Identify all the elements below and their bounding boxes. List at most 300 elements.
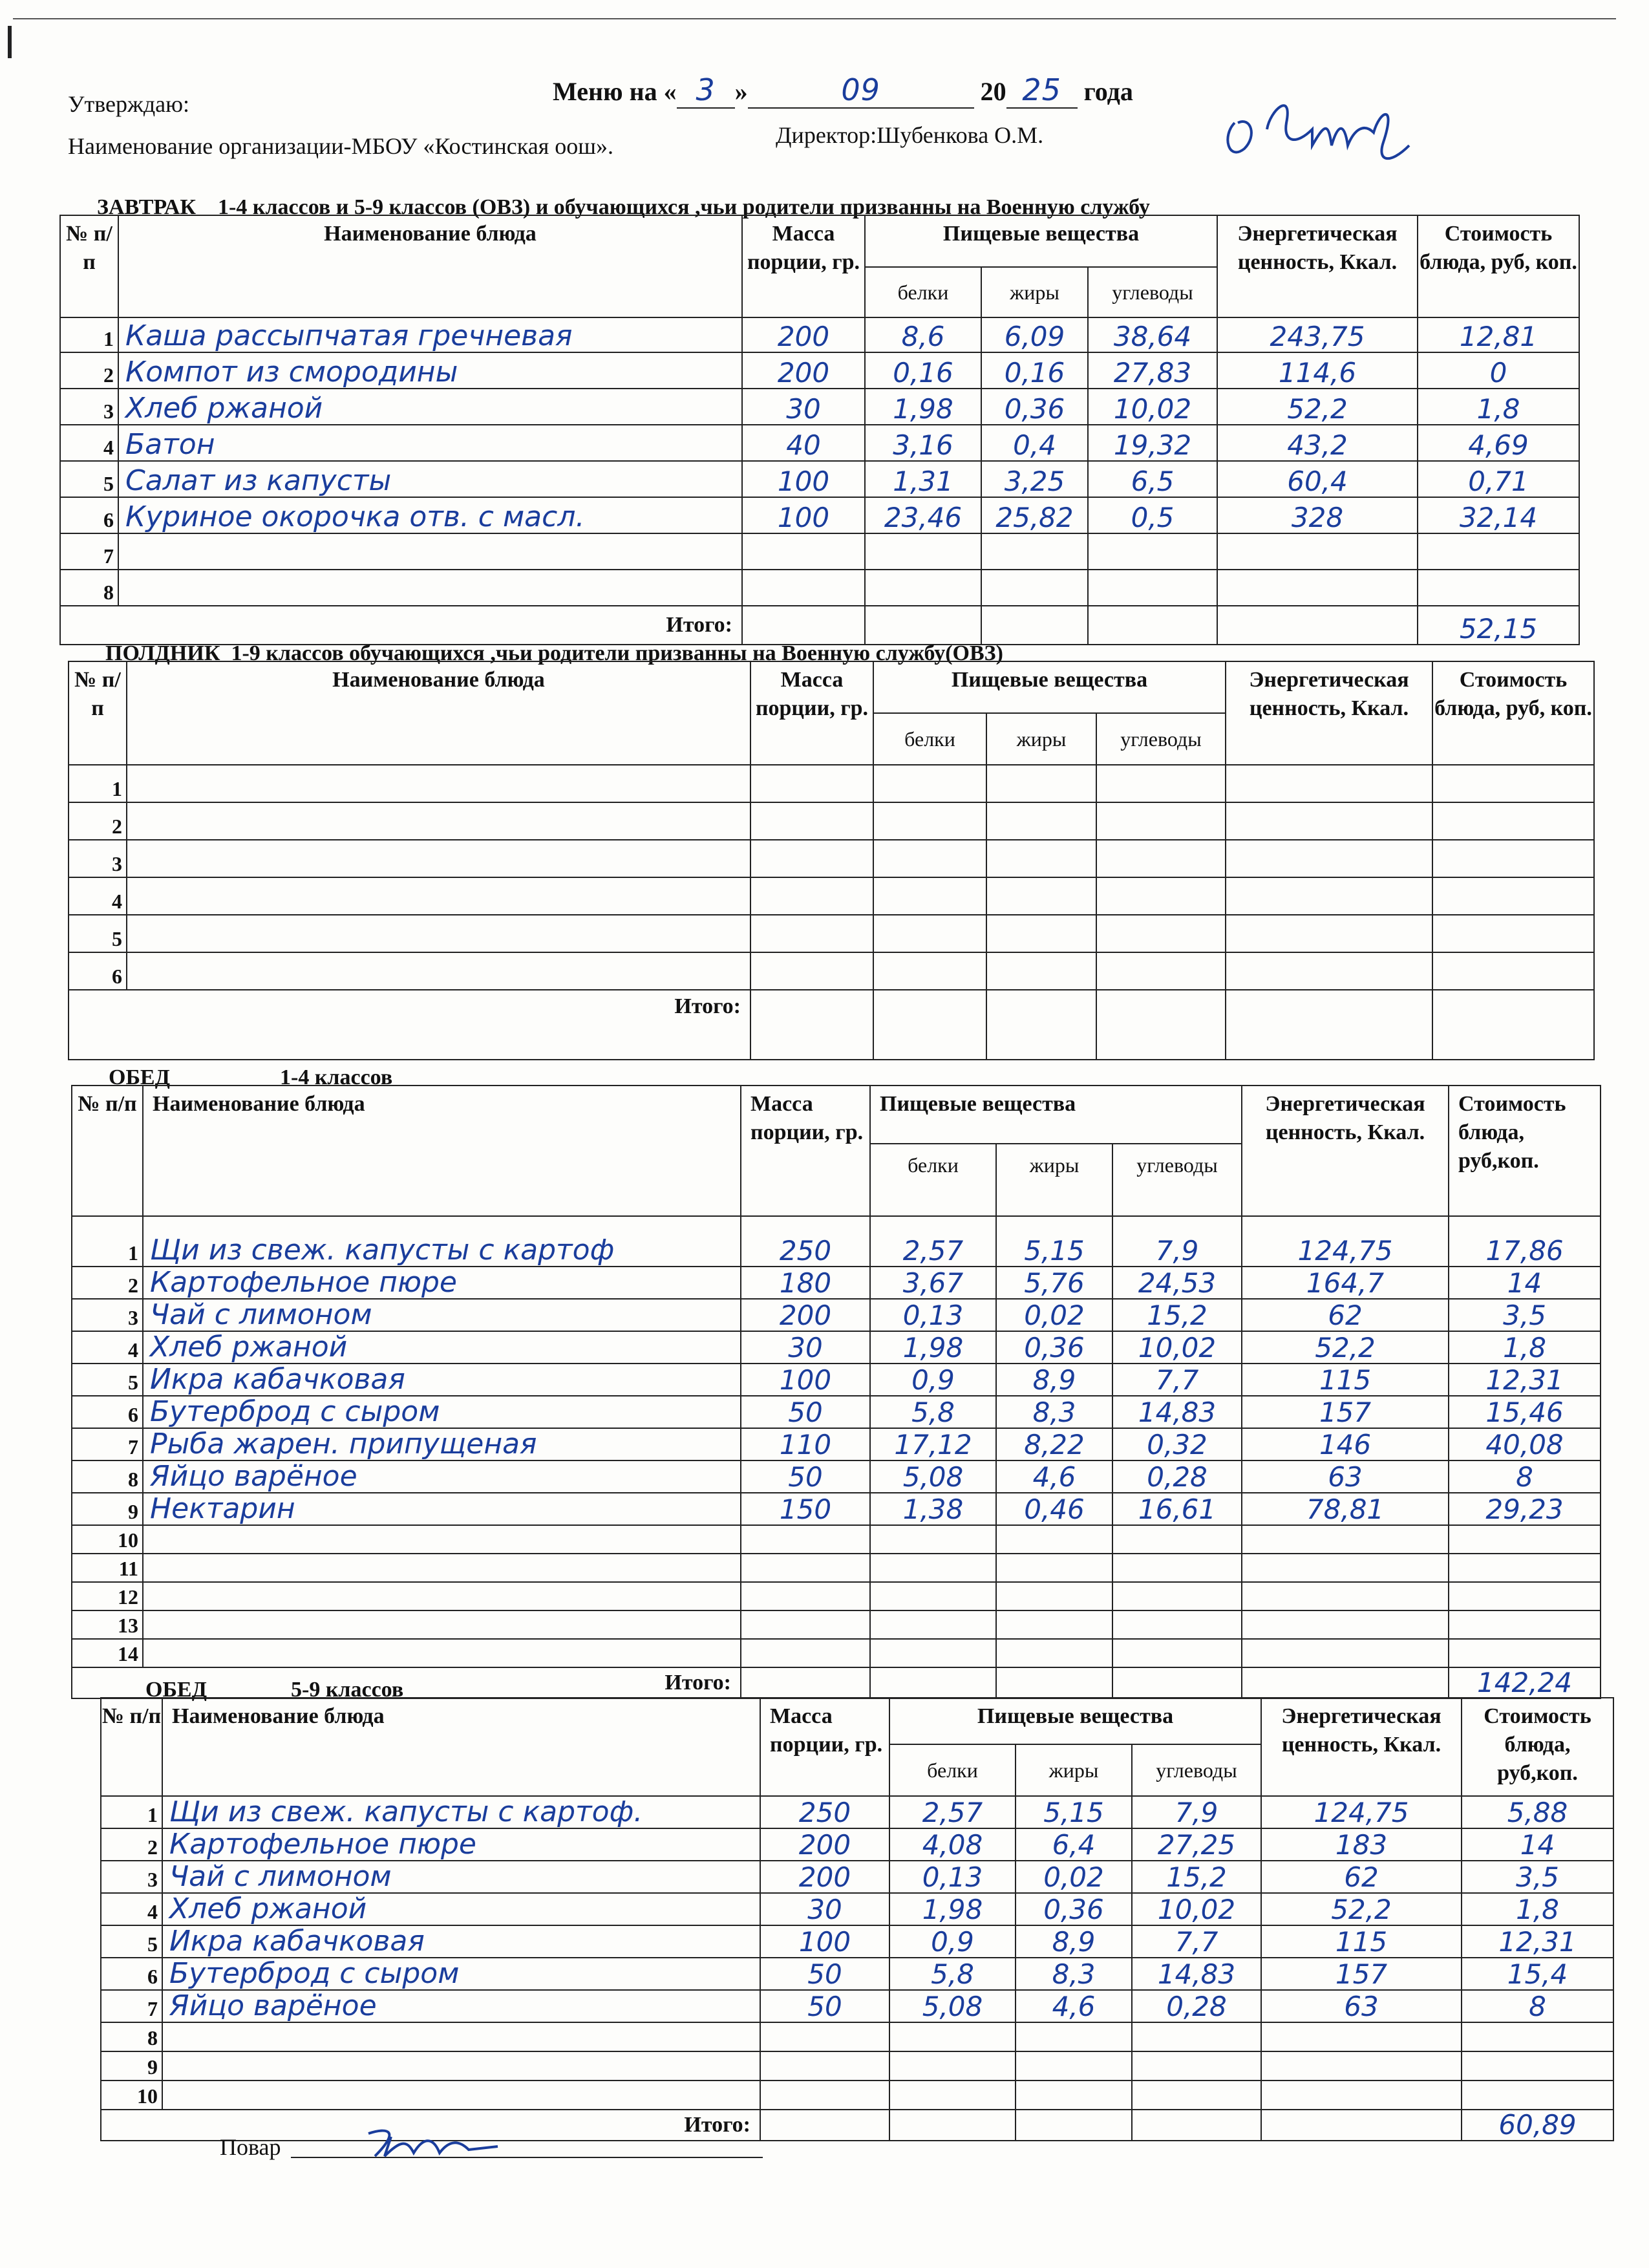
portion-mass: 100 xyxy=(742,461,865,497)
empty-cell xyxy=(1226,990,1432,1060)
energy-value xyxy=(1217,533,1418,570)
col-energy-header: Энергетическая ценность, Ккал. xyxy=(1242,1086,1449,1216)
col-protein-header: белки xyxy=(889,1744,1016,1796)
fat-value: 6,4 xyxy=(1016,1828,1132,1861)
portion-mass: 50 xyxy=(760,1990,889,2022)
lunch59-row xyxy=(101,1796,1613,1828)
carbs-value: 10,02 xyxy=(1112,1331,1242,1364)
protein-value: 0,16 xyxy=(865,352,981,389)
dish-name: Картофельное пюре xyxy=(143,1267,741,1299)
energy-value: 115 xyxy=(1261,1925,1462,1958)
row-number: 8 xyxy=(60,570,118,606)
lunch14-row xyxy=(72,1554,1601,1582)
carbs-value xyxy=(1096,915,1226,952)
cost-value: 0 xyxy=(1418,352,1579,389)
portion-mass xyxy=(741,1639,870,1667)
portion-mass xyxy=(750,952,873,990)
protein-value xyxy=(870,1554,996,1582)
portion-mass xyxy=(750,765,873,802)
col-energy-header: Энергетическая ценность, Ккал. xyxy=(1217,215,1418,317)
col-no-header: № п/п xyxy=(60,215,118,317)
row-number: 6 xyxy=(69,952,127,990)
carbs-value xyxy=(1112,1554,1242,1582)
cost-value xyxy=(1449,1582,1601,1610)
row-number: 9 xyxy=(101,2051,162,2081)
breakfast-title: ЗАВТРАК xyxy=(97,195,197,219)
dish-name: Компот из смородины xyxy=(118,352,742,389)
scan-top-edge xyxy=(13,18,1616,19)
carbs-value: 19,32 xyxy=(1088,425,1217,461)
fat-value xyxy=(986,877,1096,915)
row-number: 5 xyxy=(69,915,127,952)
lunch14-row xyxy=(72,1299,1601,1331)
menu-month: 09 xyxy=(748,72,974,109)
snack-total-label: Итого: xyxy=(69,990,750,1060)
portion-mass xyxy=(742,533,865,570)
energy-value xyxy=(1226,802,1432,840)
snack-row xyxy=(69,802,1594,840)
fat-value: 25,82 xyxy=(981,497,1088,533)
lunch14-title: ОБЕД xyxy=(109,1065,170,1089)
energy-value xyxy=(1242,1554,1449,1582)
carbs-value: 16,61 xyxy=(1112,1493,1242,1525)
lunch14-subtitle: 1-4 классов xyxy=(280,1065,393,1089)
energy-value: 183 xyxy=(1261,1828,1462,1861)
carbs-value xyxy=(1112,1610,1242,1639)
cost-value xyxy=(1432,877,1594,915)
fat-value: 4,6 xyxy=(996,1460,1112,1493)
col-mass-header: Масса порции, гр. xyxy=(760,1698,889,1796)
cost-value: 5,88 xyxy=(1462,1796,1613,1828)
lunch59-row xyxy=(101,1828,1613,1861)
carbs-value xyxy=(1096,765,1226,802)
cost-value: 12,31 xyxy=(1449,1364,1601,1396)
cost-value xyxy=(1418,533,1579,570)
col-energy-header: Энергетическая ценность, Ккал. xyxy=(1261,1698,1462,1796)
fat-value xyxy=(996,1582,1112,1610)
carbs-value xyxy=(1096,952,1226,990)
cost-value xyxy=(1432,802,1594,840)
cost-value: 1,8 xyxy=(1462,1893,1613,1925)
energy-value: 52,2 xyxy=(1217,389,1418,425)
fat-value: 0,36 xyxy=(1016,1893,1132,1925)
col-name-header: Наименование блюда xyxy=(118,215,742,317)
lunch59-row xyxy=(101,1893,1613,1925)
portion-mass xyxy=(741,1554,870,1582)
dish-name: Хлеб ржаной xyxy=(143,1331,741,1364)
row-number: 2 xyxy=(60,352,118,389)
organization-label: Наименование организации-МБОУ «Костинская оош». xyxy=(68,133,613,159)
energy-value: 43,2 xyxy=(1217,425,1418,461)
portion-mass xyxy=(741,1610,870,1639)
portion-mass: 250 xyxy=(760,1796,889,1828)
protein-value xyxy=(865,570,981,606)
cook-label: Повар xyxy=(220,2134,281,2160)
col-nutrients-header: Пищевые вещества xyxy=(865,215,1217,267)
energy-value: 157 xyxy=(1242,1396,1449,1428)
empty-cell xyxy=(741,1667,870,1698)
protein-value: 17,12 xyxy=(870,1428,996,1460)
protein-value: 1,98 xyxy=(865,389,981,425)
col-fat-header: жиры xyxy=(996,1144,1112,1216)
lunch14-total-value: 142,24 xyxy=(1449,1667,1601,1698)
breakfast-row xyxy=(60,352,1579,389)
cost-value xyxy=(1449,1525,1601,1554)
row-number: 1 xyxy=(101,1796,162,1828)
energy-value xyxy=(1217,570,1418,606)
fat-value: 8,9 xyxy=(1016,1925,1132,1958)
carbs-value: 14,83 xyxy=(1132,1958,1261,1990)
row-number: 7 xyxy=(72,1428,143,1460)
cost-value: 12,31 xyxy=(1462,1925,1613,1958)
col-carbs-header: углеводы xyxy=(1112,1144,1242,1216)
dish-name xyxy=(162,2022,760,2051)
fat-value: 8,22 xyxy=(996,1428,1112,1460)
energy-value xyxy=(1261,2051,1462,2081)
lunch59-row xyxy=(101,1958,1613,1990)
cost-value xyxy=(1462,2051,1613,2081)
protein-value: 1,98 xyxy=(870,1331,996,1364)
dish-name: Куриное окорочка отв. с масл. xyxy=(118,497,742,533)
lunch59-row xyxy=(101,2081,1613,2110)
lunch59-subtitle: 5-9 классов xyxy=(291,1678,404,1702)
menu-mid: » xyxy=(734,77,748,106)
cost-value xyxy=(1449,1639,1601,1667)
energy-value: 63 xyxy=(1242,1460,1449,1493)
portion-mass: 200 xyxy=(742,317,865,352)
fat-value xyxy=(996,1610,1112,1639)
cost-value: 14 xyxy=(1462,1828,1613,1861)
portion-mass: 100 xyxy=(741,1364,870,1396)
col-carbs-header: углеводы xyxy=(1132,1744,1261,1796)
col-protein-header: белки xyxy=(870,1144,996,1216)
protein-value xyxy=(873,840,986,877)
energy-value: 63 xyxy=(1261,1990,1462,2022)
cost-value: 1,8 xyxy=(1418,389,1579,425)
fat-value xyxy=(1016,2051,1132,2081)
menu-title xyxy=(553,72,1133,109)
energy-value xyxy=(1226,915,1432,952)
energy-value xyxy=(1242,1582,1449,1610)
energy-value xyxy=(1261,2081,1462,2110)
dish-name: Хлеб ржаной xyxy=(118,389,742,425)
portion-mass: 180 xyxy=(741,1267,870,1299)
snack-total-value xyxy=(1432,990,1594,1060)
col-protein-header: белки xyxy=(873,713,986,765)
cost-value: 12,81 xyxy=(1418,317,1579,352)
protein-value xyxy=(870,1525,996,1554)
portion-mass xyxy=(750,840,873,877)
cost-value: 17,86 xyxy=(1449,1216,1601,1267)
cost-value: 40,08 xyxy=(1449,1428,1601,1460)
lunch59-total-label: Итого: xyxy=(101,2110,760,2141)
protein-value xyxy=(873,915,986,952)
breakfast-row xyxy=(60,461,1579,497)
col-fat-header: жиры xyxy=(986,713,1096,765)
snack-row xyxy=(69,765,1594,802)
protein-value: 0,13 xyxy=(889,1861,1016,1893)
energy-value: 124,75 xyxy=(1261,1796,1462,1828)
lunch14-row xyxy=(72,1493,1601,1525)
protein-value: 2,57 xyxy=(870,1216,996,1267)
fat-value xyxy=(1016,2022,1132,2051)
fat-value xyxy=(986,840,1096,877)
protein-value: 1,38 xyxy=(870,1493,996,1525)
carbs-value: 7,7 xyxy=(1132,1925,1261,1958)
snack-row xyxy=(69,877,1594,915)
cost-value xyxy=(1432,765,1594,802)
portion-mass: 150 xyxy=(741,1493,870,1525)
dish-name: Салат из капусты xyxy=(118,461,742,497)
cost-value: 0,71 xyxy=(1418,461,1579,497)
portion-mass: 30 xyxy=(760,1893,889,1925)
protein-value: 4,08 xyxy=(889,1828,1016,1861)
cost-value xyxy=(1432,952,1594,990)
dish-name: Батон xyxy=(118,425,742,461)
snack-subtitle: 1-9 классов обучающихся ,чьи родители призванны на Военную службу(ОВЗ) xyxy=(231,641,1003,665)
energy-value: 78,81 xyxy=(1242,1493,1449,1525)
col-nutrients-header: Пищевые вещества xyxy=(889,1698,1261,1744)
fat-value xyxy=(996,1525,1112,1554)
protein-value: 0,13 xyxy=(870,1299,996,1331)
breakfast-table xyxy=(59,215,1580,645)
snack-title: ПОЛДНИК xyxy=(105,641,220,665)
cost-value: 32,14 xyxy=(1418,497,1579,533)
carbs-value xyxy=(1112,1639,1242,1667)
breakfast-row xyxy=(60,389,1579,425)
col-name-header: Наименование блюда xyxy=(143,1086,741,1216)
energy-value: 124,75 xyxy=(1242,1216,1449,1267)
energy-value: 243,75 xyxy=(1217,317,1418,352)
dish-name: Картофельное пюре xyxy=(162,1828,760,1861)
carbs-value: 27,83 xyxy=(1088,352,1217,389)
protein-value: 8,6 xyxy=(865,317,981,352)
carbs-value: 0,28 xyxy=(1112,1460,1242,1493)
col-cost-header: Стоимость блюда, руб,коп. xyxy=(1449,1086,1601,1216)
empty-cell xyxy=(996,1667,1112,1698)
director-signature xyxy=(1215,84,1448,168)
lunch14-row xyxy=(72,1525,1601,1554)
approve-label: Утверждаю: xyxy=(68,91,190,117)
col-carbs-header: углеводы xyxy=(1096,713,1226,765)
col-protein-header: белки xyxy=(865,267,981,317)
dish-name xyxy=(162,2051,760,2081)
col-carbs-header: углеводы xyxy=(1088,267,1217,317)
cost-value xyxy=(1432,840,1594,877)
dish-name: Чай с лимоном xyxy=(143,1299,741,1331)
cost-value: 4,69 xyxy=(1418,425,1579,461)
portion-mass xyxy=(760,2081,889,2110)
dish-name: Щи из свеж. капусты с картоф. xyxy=(162,1796,760,1828)
protein-value xyxy=(870,1639,996,1667)
row-number: 4 xyxy=(72,1331,143,1364)
lunch14-row xyxy=(72,1267,1601,1299)
energy-value xyxy=(1226,952,1432,990)
lunch59-row xyxy=(101,1990,1613,2022)
portion-mass xyxy=(750,877,873,915)
empty-cell xyxy=(1242,1667,1449,1698)
portion-mass: 30 xyxy=(742,389,865,425)
carbs-value: 7,9 xyxy=(1132,1796,1261,1828)
cost-value: 1,8 xyxy=(1449,1331,1601,1364)
carbs-value: 0,5 xyxy=(1088,497,1217,533)
row-number: 1 xyxy=(60,317,118,352)
energy-value xyxy=(1242,1639,1449,1667)
protein-value xyxy=(865,533,981,570)
fat-value xyxy=(981,570,1088,606)
dish-name xyxy=(127,765,750,802)
empty-cell xyxy=(873,990,986,1060)
empty-cell xyxy=(1112,1667,1242,1698)
carbs-value xyxy=(1096,802,1226,840)
empty-cell xyxy=(742,606,865,645)
col-energy-header: Энергетическая ценность, Ккал. xyxy=(1226,661,1432,765)
carbs-value: 24,53 xyxy=(1112,1267,1242,1299)
row-number: 3 xyxy=(60,389,118,425)
dish-name: Икра кабачковая xyxy=(162,1925,760,1958)
energy-value xyxy=(1242,1610,1449,1639)
lunch14-row xyxy=(72,1331,1601,1364)
lunch14-total-label: Итого: xyxy=(72,1667,741,1698)
fat-value: 5,15 xyxy=(996,1216,1112,1267)
energy-value xyxy=(1226,840,1432,877)
lunch14-row xyxy=(72,1639,1601,1667)
director-label: Директор:Шубенкова О.М. xyxy=(776,122,1044,148)
portion-mass xyxy=(750,802,873,840)
col-no-header: № п/п xyxy=(72,1086,143,1216)
col-mass-header: Масса порции, гр. xyxy=(741,1086,870,1216)
dish-name xyxy=(127,840,750,877)
energy-value xyxy=(1261,2022,1462,2051)
portion-mass xyxy=(760,2051,889,2081)
fat-value xyxy=(981,533,1088,570)
portion-mass: 100 xyxy=(742,497,865,533)
snack-row xyxy=(69,952,1594,990)
lunch14-row xyxy=(72,1610,1601,1639)
col-name-header: Наименование блюда xyxy=(162,1698,760,1796)
lunch59-title: ОБЕД xyxy=(145,1678,207,1702)
energy-value: 52,2 xyxy=(1242,1331,1449,1364)
portion-mass: 250 xyxy=(741,1216,870,1267)
breakfast-row xyxy=(60,425,1579,461)
carbs-value: 7,9 xyxy=(1112,1216,1242,1267)
lunch14-row xyxy=(72,1216,1601,1267)
cost-value: 3,5 xyxy=(1462,1861,1613,1893)
carbs-value: 6,5 xyxy=(1088,461,1217,497)
empty-cell xyxy=(981,606,1088,645)
lunch14-row xyxy=(72,1582,1601,1610)
protein-value xyxy=(873,765,986,802)
dish-name xyxy=(127,802,750,840)
energy-value xyxy=(1242,1525,1449,1554)
menu-year: 25 xyxy=(1006,72,1078,109)
portion-mass: 30 xyxy=(741,1331,870,1364)
energy-value: 62 xyxy=(1261,1861,1462,1893)
fat-value: 0,4 xyxy=(981,425,1088,461)
cost-value xyxy=(1432,915,1594,952)
row-number: 12 xyxy=(72,1582,143,1610)
protein-value: 5,08 xyxy=(889,1990,1016,2022)
empty-cell xyxy=(870,1667,996,1698)
empty-cell xyxy=(986,990,1096,1060)
dish-name xyxy=(143,1582,741,1610)
protein-value: 1,98 xyxy=(889,1893,1016,1925)
lunch59-table xyxy=(100,1697,1614,2141)
fat-value: 4,6 xyxy=(1016,1990,1132,2022)
row-number: 5 xyxy=(101,1925,162,1958)
energy-value: 62 xyxy=(1242,1299,1449,1331)
dish-name xyxy=(143,1639,741,1667)
protein-value: 1,31 xyxy=(865,461,981,497)
cost-value: 8 xyxy=(1462,1990,1613,2022)
dish-name xyxy=(127,952,750,990)
row-number: 8 xyxy=(72,1460,143,1493)
col-no-header: № п/п xyxy=(69,661,127,765)
col-fat-header: жиры xyxy=(1016,1744,1132,1796)
carbs-value xyxy=(1132,2081,1261,2110)
menu-label: Меню на « xyxy=(553,77,677,106)
empty-cell xyxy=(1217,606,1418,645)
lunch14-row xyxy=(72,1460,1601,1493)
dish-name: Каша рассыпчатая гречневая xyxy=(118,317,742,352)
portion-mass xyxy=(741,1525,870,1554)
carbs-value xyxy=(1132,2051,1261,2081)
fat-value: 8,3 xyxy=(1016,1958,1132,1990)
carbs-value xyxy=(1096,877,1226,915)
fat-value xyxy=(986,915,1096,952)
energy-value xyxy=(1226,765,1432,802)
col-cost-header: Стоимость блюда, руб, коп. xyxy=(1418,215,1579,317)
dish-name xyxy=(143,1610,741,1639)
dish-name: Икра кабачковая xyxy=(143,1364,741,1396)
col-nutrients-header: Пищевые вещества xyxy=(873,661,1226,713)
protein-value: 5,8 xyxy=(889,1958,1016,1990)
protein-value: 0,9 xyxy=(889,1925,1016,1958)
col-name-header: Наименование блюда xyxy=(127,661,750,765)
empty-cell xyxy=(1016,2110,1132,2141)
protein-value: 5,8 xyxy=(870,1396,996,1428)
row-number: 8 xyxy=(101,2022,162,2051)
fat-value: 0,02 xyxy=(996,1299,1112,1331)
empty-cell xyxy=(865,606,981,645)
row-number: 10 xyxy=(101,2081,162,2110)
cost-value: 8 xyxy=(1449,1460,1601,1493)
row-number: 14 xyxy=(72,1639,143,1667)
portion-mass: 50 xyxy=(741,1460,870,1493)
dish-name xyxy=(118,533,742,570)
dish-name: Бутерброд с сыром xyxy=(143,1396,741,1428)
col-cost-header: Стоимость блюда, руб,коп. xyxy=(1462,1698,1613,1796)
cost-value: 14 xyxy=(1449,1267,1601,1299)
carbs-value: 15,2 xyxy=(1112,1299,1242,1331)
col-nutrients-header: Пищевые вещества xyxy=(870,1086,1242,1144)
cost-value xyxy=(1418,570,1579,606)
empty-cell xyxy=(1261,2110,1462,2141)
dish-name: Нектарин xyxy=(143,1493,741,1525)
protein-value xyxy=(873,802,986,840)
energy-value: 115 xyxy=(1242,1364,1449,1396)
fat-value: 6,09 xyxy=(981,317,1088,352)
row-number: 6 xyxy=(60,497,118,533)
row-number: 4 xyxy=(101,1893,162,1925)
dish-name: Бутерброд с сыром xyxy=(162,1958,760,1990)
fat-value: 0,02 xyxy=(1016,1861,1132,1893)
portion-mass xyxy=(742,570,865,606)
energy-value xyxy=(1226,877,1432,915)
dish-name xyxy=(127,877,750,915)
cost-value xyxy=(1449,1610,1601,1639)
empty-cell xyxy=(889,2110,1016,2141)
